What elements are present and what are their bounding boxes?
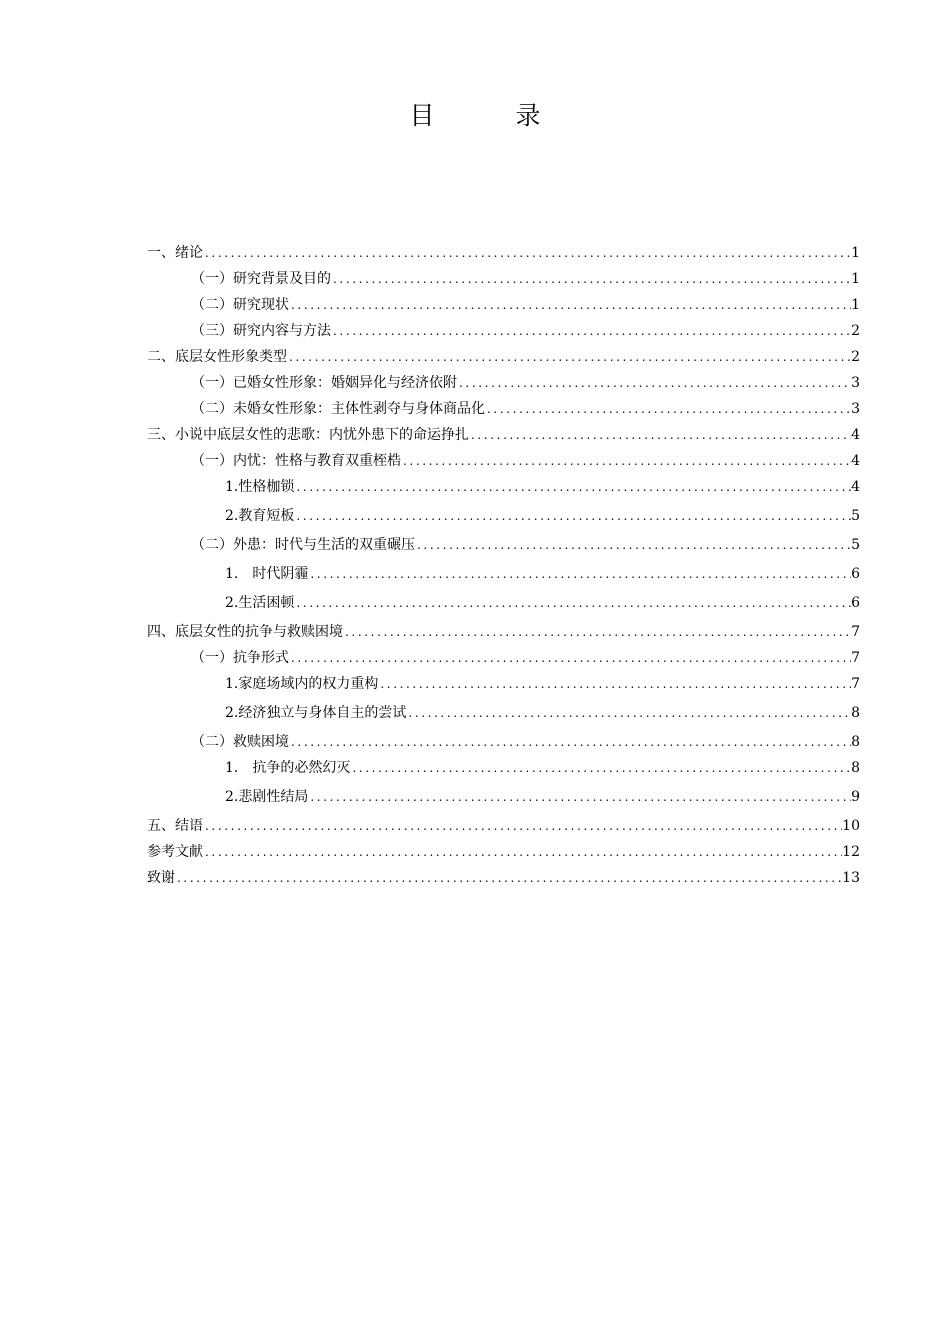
toc-page-number: 8 xyxy=(851,760,860,776)
toc-dot-leader xyxy=(406,704,851,722)
toc-entry-text: 2.生活困顿 xyxy=(225,595,295,611)
toc-page-number: 4 xyxy=(851,479,860,495)
toc-entry-text: 一、绪论 xyxy=(147,245,203,261)
toc-entry[interactable] xyxy=(147,366,860,392)
toc-dot-leader xyxy=(457,374,851,392)
toc-dot-leader xyxy=(485,400,851,418)
toc-entry[interactable] xyxy=(147,722,860,751)
toc-dot-leader xyxy=(378,675,851,693)
toc-entry[interactable] xyxy=(147,751,860,777)
toc-page-number: 7 xyxy=(851,650,860,666)
toc-entry[interactable] xyxy=(147,835,860,861)
toc-dot-leader xyxy=(331,322,851,340)
toc-entry-text: （一）已婚女性形象：婚姻异化与经济依附 xyxy=(191,375,457,391)
toc-entry-text: （二）救赎困境 xyxy=(191,734,289,750)
toc-page-number: 5 xyxy=(851,508,860,524)
toc-dot-leader xyxy=(294,478,851,496)
toc-entry[interactable] xyxy=(147,861,860,887)
toc-entry-text: （三）研究内容与方法 xyxy=(191,323,331,339)
toc-entry[interactable] xyxy=(147,288,860,314)
toc-entry-text: （一）抗争形式 xyxy=(191,650,289,666)
toc-dot-leader xyxy=(350,759,851,777)
toc-entry-text: 五、结语 xyxy=(147,818,203,834)
toc-page-number: 1 xyxy=(851,271,860,287)
toc-dot-leader xyxy=(289,649,851,667)
toc-entry-text: 致谢 xyxy=(147,870,175,886)
toc-entry[interactable] xyxy=(147,693,860,722)
toc-entry-text: 1.性格枷锁 xyxy=(225,479,295,495)
toc-dot-leader xyxy=(294,507,851,525)
toc-page-number: 6 xyxy=(851,566,860,582)
toc-entry[interactable] xyxy=(147,806,860,835)
toc-dot-leader xyxy=(203,244,851,262)
toc-page-number: 5 xyxy=(851,537,860,553)
toc-page-number: 10 xyxy=(842,818,860,834)
toc-dot-leader xyxy=(203,817,842,835)
toc-dot-leader xyxy=(308,565,851,583)
toc-entry[interactable] xyxy=(147,418,860,444)
toc-entry[interactable] xyxy=(147,470,860,496)
toc-entry-text: 2.教育短板 xyxy=(225,508,295,524)
toc-page-number: 3 xyxy=(851,375,860,391)
toc-dot-leader xyxy=(308,788,851,806)
toc-entry-text: 1. 抗争的必然幻灭 xyxy=(225,760,351,776)
toc-entry-text: （二）未婚女性形象：主体性剥夺与身体商品化 xyxy=(191,401,485,417)
toc-page-number: 1 xyxy=(851,245,860,261)
toc-entry-text: 1.家庭场域内的权力重构 xyxy=(225,676,379,692)
toc-page-number: 8 xyxy=(851,705,860,721)
toc-entry[interactable] xyxy=(147,777,860,806)
page-title: 目 录 xyxy=(409,101,569,130)
toc-page-number: 8 xyxy=(851,734,860,750)
toc-dot-leader xyxy=(469,426,851,444)
toc-page-number: 4 xyxy=(851,453,860,469)
toc-page-number: 1 xyxy=(851,297,860,313)
toc-page-number: 2 xyxy=(851,323,860,339)
toc-dot-leader xyxy=(203,843,842,861)
toc-dot-leader xyxy=(289,733,851,751)
toc-page-number: 9 xyxy=(851,789,860,805)
toc-entry[interactable] xyxy=(147,583,860,612)
toc-entry[interactable] xyxy=(147,525,860,554)
toc-entry-text: （一）内忧：性格与教育双重桎梏 xyxy=(191,453,401,469)
toc-entry[interactable] xyxy=(147,667,860,693)
toc-entry[interactable] xyxy=(147,641,860,667)
toc-dot-leader xyxy=(294,594,851,612)
table-of-contents xyxy=(147,236,860,887)
toc-entry-text: 2.悲剧性结局 xyxy=(225,789,309,805)
toc-page-number: 13 xyxy=(842,870,860,886)
toc-entry[interactable] xyxy=(147,612,860,641)
toc-dot-leader xyxy=(287,348,851,366)
toc-page-number: 2 xyxy=(851,349,860,365)
toc-page-number: 6 xyxy=(851,595,860,611)
toc-entry-text: （二）研究现状 xyxy=(191,297,289,313)
toc-page-number: 7 xyxy=(851,624,860,640)
toc-entry-text: 四、底层女性的抗争与救赎困境 xyxy=(147,624,343,640)
toc-entry[interactable] xyxy=(147,444,860,470)
toc-entry[interactable] xyxy=(147,262,860,288)
toc-dot-leader xyxy=(415,536,851,554)
toc-dot-leader xyxy=(331,270,851,288)
toc-dot-leader xyxy=(175,869,842,887)
toc-entry[interactable] xyxy=(147,340,860,366)
toc-entry[interactable] xyxy=(147,236,860,262)
toc-page-number: 4 xyxy=(851,427,860,443)
toc-page-number: 12 xyxy=(842,844,860,860)
toc-entry-text: 2.经济独立与身体自主的尝试 xyxy=(225,705,407,721)
toc-entry-text: 参考文献 xyxy=(147,844,203,860)
toc-entry[interactable] xyxy=(147,496,860,525)
toc-page-number: 7 xyxy=(851,676,860,692)
toc-entry-text: 三、小说中底层女性的悲歌：内忧外患下的命运挣扎 xyxy=(147,427,469,443)
toc-entry-text: 1. 时代阴霾 xyxy=(225,566,309,582)
toc-entry[interactable] xyxy=(147,392,860,418)
toc-entry[interactable] xyxy=(147,554,860,583)
toc-dot-leader xyxy=(401,452,851,470)
toc-entry-text: （二）外患：时代与生活的双重碾压 xyxy=(191,537,415,553)
toc-entry-text: 二、底层女性形象类型 xyxy=(147,349,287,365)
toc-entry[interactable] xyxy=(147,314,860,340)
toc-dot-leader xyxy=(343,623,851,641)
toc-dot-leader xyxy=(289,296,851,314)
toc-entry-text: （一）研究背景及目的 xyxy=(191,271,331,287)
toc-page-number: 3 xyxy=(851,401,860,417)
